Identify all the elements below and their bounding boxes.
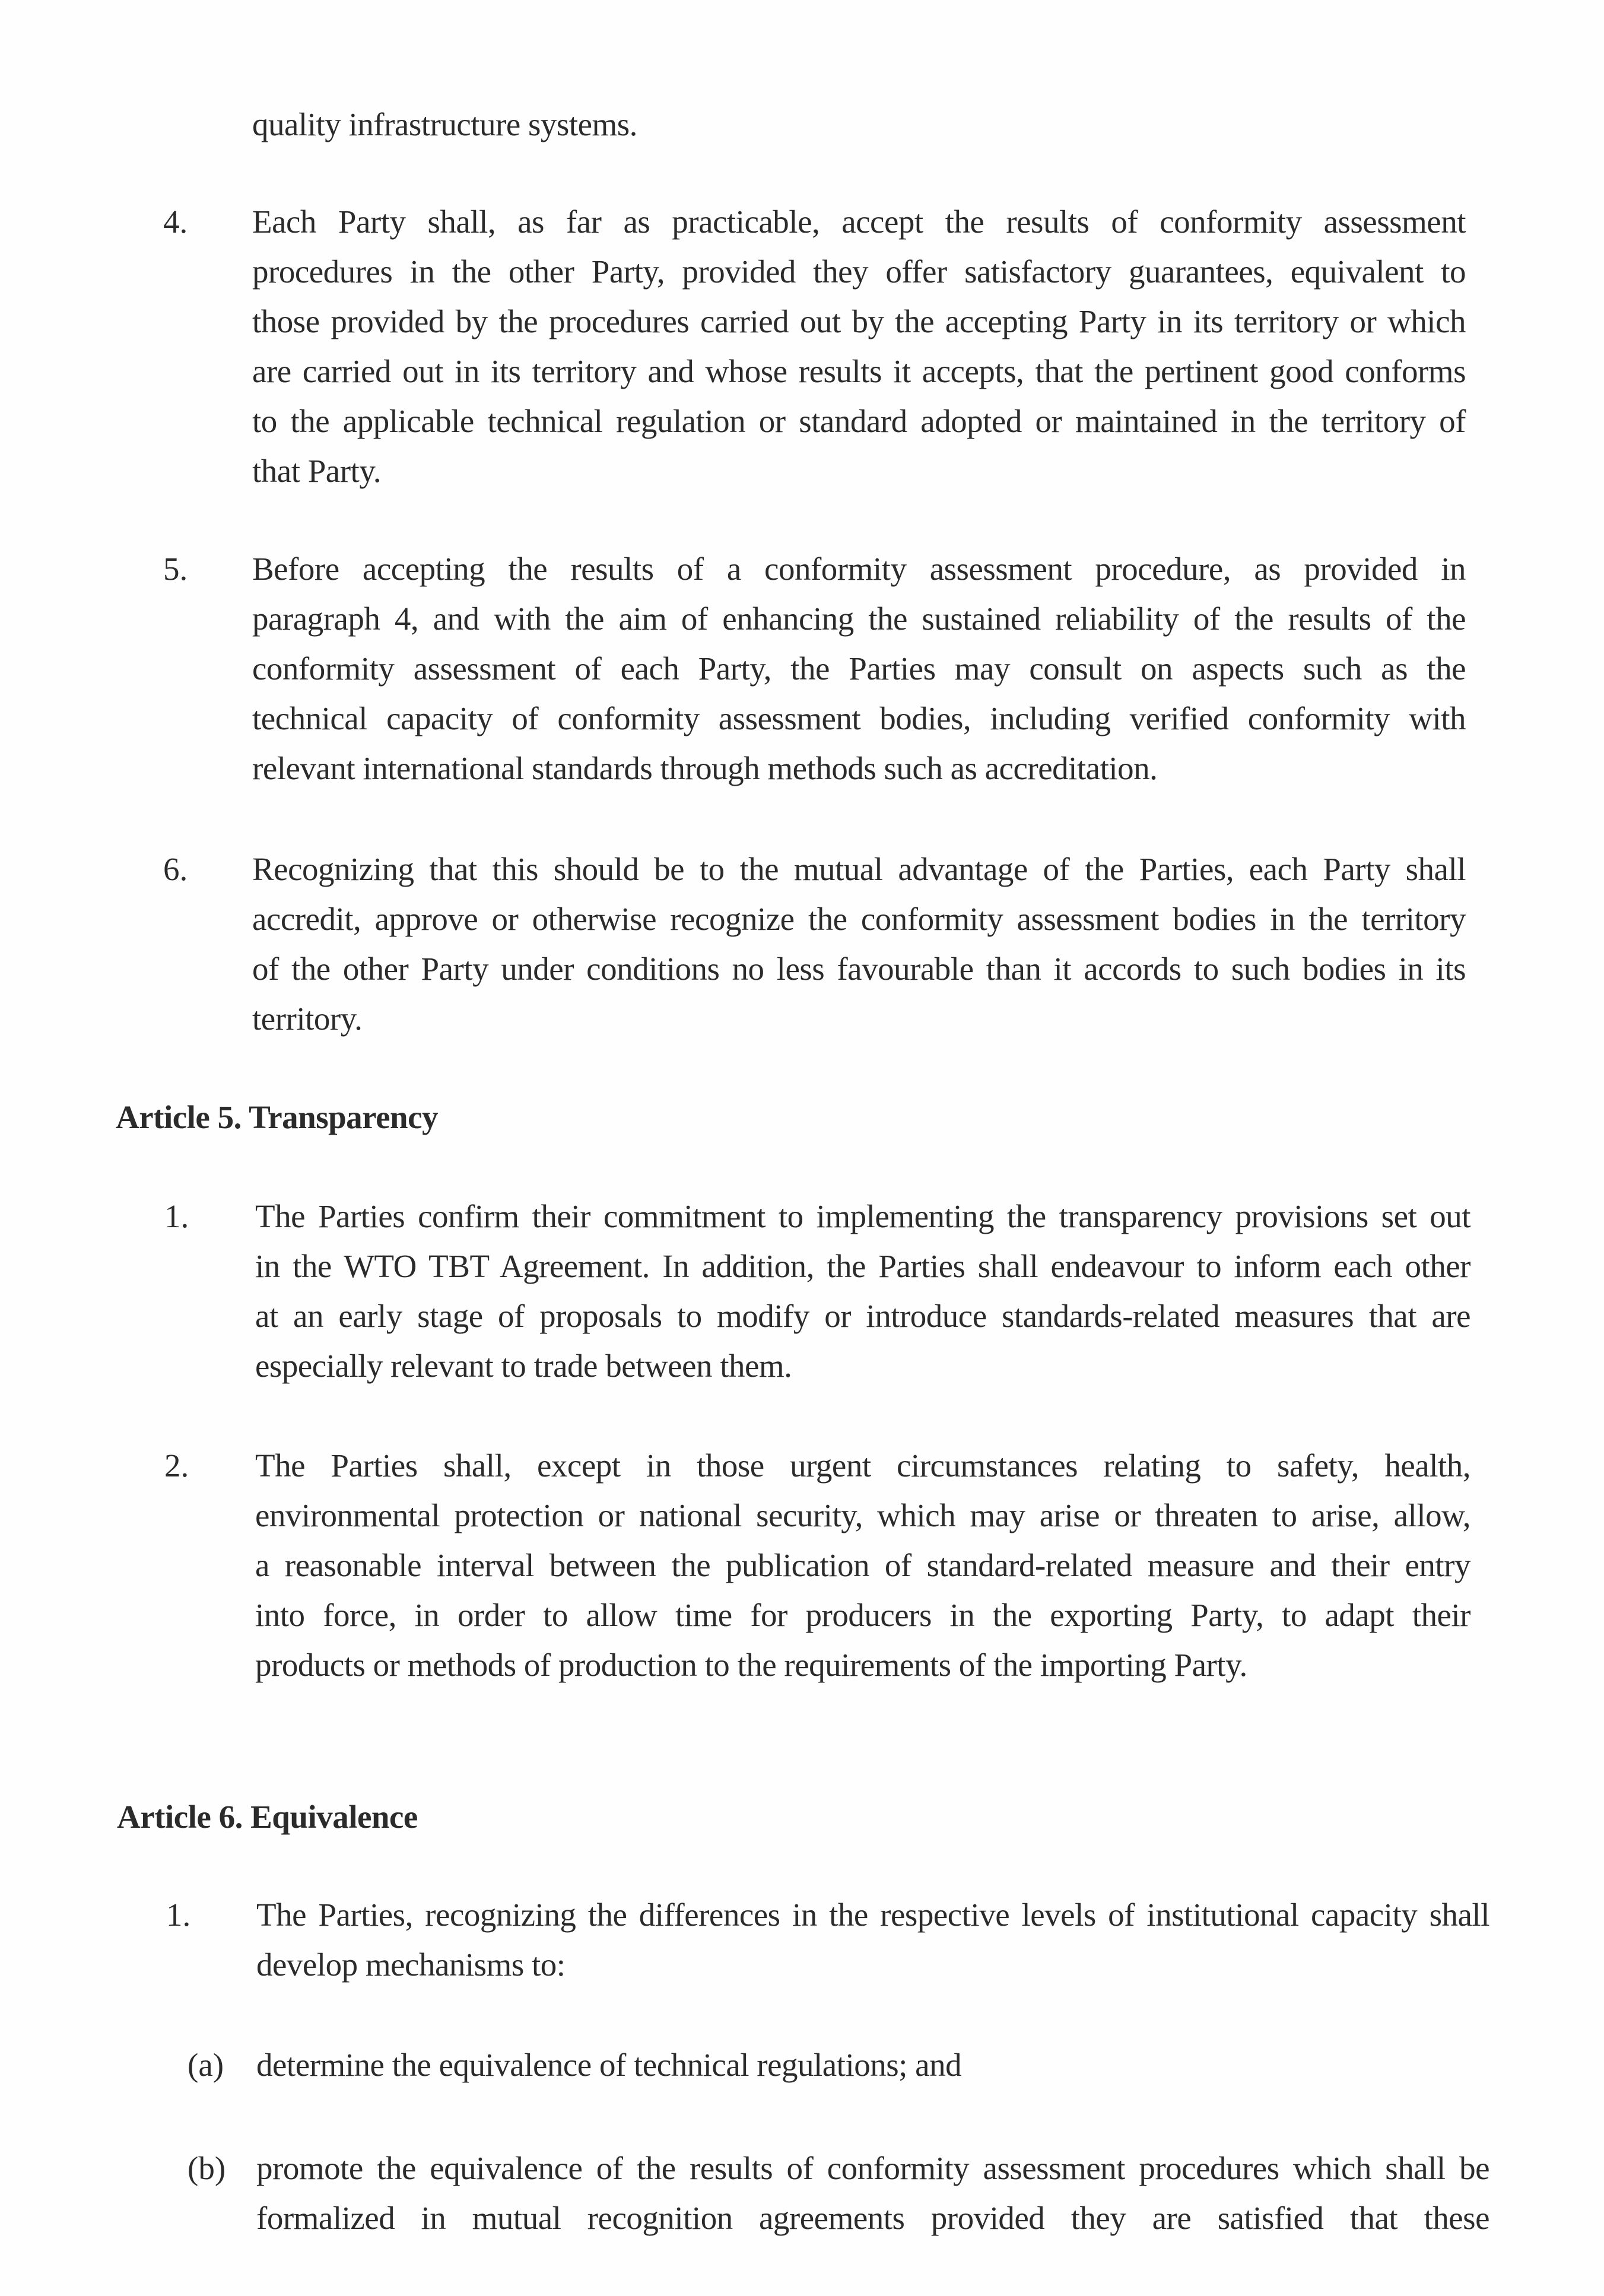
text-line: determine the equivalence of technical regulations; and bbox=[256, 2047, 962, 2083]
article-5-heading: Article 5. Transparency bbox=[116, 1099, 439, 1135]
text-line: accredit, approve or otherwise recognize the conformity assessment bodies in the territory bbox=[252, 901, 1466, 937]
text-line: a reasonable interval between the publication of standard-related measure and their entry bbox=[255, 1547, 1470, 1583]
paragraph-4 bbox=[252, 197, 1466, 496]
text-line: The Parties shall, except in those urgent circumstances relating to safety, health, bbox=[255, 1447, 1470, 1484]
text-line: formalized in mutual recognition agreements provided they are satisfied that these bbox=[256, 2200, 1489, 2236]
text-line: territory. bbox=[252, 1001, 363, 1037]
article-5-paragraph-1 bbox=[255, 1192, 1470, 1391]
paragraph-6 bbox=[252, 844, 1466, 1044]
subitem-label: (a) bbox=[188, 2047, 224, 2083]
subitem-b bbox=[256, 2143, 1489, 2243]
text-line: promote the equivalence of the results of conformity assessment procedures which shall be bbox=[256, 2150, 1489, 2186]
continuation-text bbox=[252, 100, 1469, 150]
text-line: The Parties confirm their commitment to implementing the transparency provisions set out bbox=[255, 1198, 1470, 1234]
article-6-heading: Article 6. Equivalence bbox=[117, 1799, 418, 1835]
paragraph-number: 5. bbox=[163, 551, 188, 587]
text-line: in the WTO TBT Agreement. In addition, the Parties shall endeavour to inform each other bbox=[255, 1248, 1470, 1284]
text-line: of the other Party under conditions no less favourable than it accords to such bodies in its bbox=[252, 951, 1466, 987]
text-line: products or methods of production to the requirements of the importing Party. bbox=[255, 1647, 1247, 1683]
text-line: quality infrastructure systems. bbox=[252, 106, 637, 142]
text-line: especially relevant to trade between them. bbox=[255, 1348, 792, 1384]
text-line: are carried out in its territory and whose results it accepts, that the pertinent good conforms bbox=[252, 353, 1466, 389]
paragraph-number: 4. bbox=[163, 204, 188, 240]
text-line: environmental protection or national security, which may arise or threaten to arise, allow, bbox=[255, 1497, 1470, 1533]
text-line: relevant international standards through methods such as accreditation. bbox=[252, 750, 1158, 786]
paragraph-number: 6. bbox=[163, 851, 188, 887]
text-line: into force, in order to allow time for producers in the exporting Party, to adapt their bbox=[255, 1597, 1470, 1633]
text-line: develop mechanisms to: bbox=[256, 1946, 566, 1983]
paragraph-number: 1. bbox=[164, 1198, 189, 1234]
text-line: technical capacity of conformity assessment bodies, including verified conformity with bbox=[252, 700, 1466, 736]
text-line: those provided by the procedures carried out by the accepting Party in its territory or which bbox=[252, 303, 1466, 339]
paragraph-number: 2. bbox=[164, 1447, 189, 1484]
paragraph-number: 1. bbox=[166, 1897, 191, 1933]
text-line: at an early stage of proposals to modify or introduce standards-related measures that are bbox=[255, 1298, 1470, 1334]
paragraph-5 bbox=[252, 544, 1466, 793]
article-6-paragraph-1 bbox=[256, 1890, 1489, 1990]
text-line: procedures in the other Party, provided they offer satisfactory guarantees, equivalent to bbox=[252, 253, 1466, 290]
subitem-a bbox=[256, 2040, 1489, 2090]
text-line: that Party. bbox=[252, 453, 381, 489]
text-line: paragraph 4, and with the aim of enhancing the sustained reliability of the results of the bbox=[252, 601, 1466, 637]
text-line: Before accepting the results of a conformity assessment procedure, as provided in bbox=[252, 551, 1466, 587]
subitem-label: (b) bbox=[188, 2150, 226, 2186]
text-line: The Parties, recognizing the differences in the respective levels of institutional capacity shall bbox=[256, 1897, 1489, 1933]
text-line: Each Party shall, as far as practicable, accept the results of conformity assessment bbox=[252, 204, 1466, 240]
article-5-paragraph-2 bbox=[255, 1441, 1470, 1690]
text-line: to the applicable technical regulation or standard adopted or maintained in the territory of bbox=[252, 403, 1466, 439]
text-line: conformity assessment of each Party, the Parties may consult on aspects such as the bbox=[252, 650, 1466, 687]
text-line: Recognizing that this should be to the mutual advantage of the Parties, each Party shall bbox=[252, 851, 1466, 887]
